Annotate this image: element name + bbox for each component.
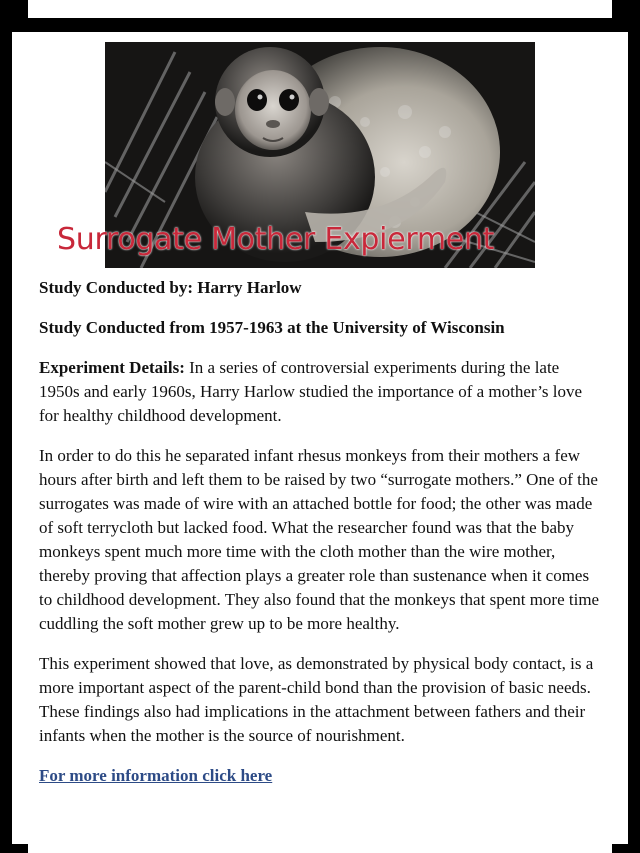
top-frame (0, 0, 640, 32)
paragraph-method: In order to do this he separated infant rhesus monkeys from their mothers a few hours after birth and left them to be raised by two “surrogate mothers.” One of the surrogates was made of wire with an attached bottle for food; the other was made of soft terrycloth but lacked food. What the researcher found was that the baby monkeys spent much more time with the cloth mother than the wire mother, thereby proving that affection plays a greater role than sustenance when it comes to childhood development. They also found that the monkeys that spent more time cuddling the soft mother grew up to be more healthy. (39, 446, 600, 633)
next-page-edge (28, 844, 612, 853)
study-author: Study Conducted by: Harry Harlow (39, 278, 302, 297)
hero-title: Surrogate Mother Expierment (57, 222, 495, 257)
details-label: Experiment Details: (39, 358, 185, 377)
experiment-details (39, 356, 604, 428)
paragraph-conclusion: This experiment showed that love, as demonstrated by physical body contact, is a more important aspect of the parent-child bond than the provision of basic needs. These findings also had implications in the attachment between fathers and their infants when the mother is the source of nourishment. (39, 654, 594, 745)
document-page (12, 32, 628, 844)
article-body (39, 276, 604, 788)
details-text: In a series of controversial experiments during the late 1950s and early 1960s, Harry Harlow studied the importance of a mother’s love for healthy childhood development. (39, 358, 583, 425)
bottom-frame (0, 844, 640, 853)
more-info-link[interactable]: For more information click here (39, 766, 273, 785)
previous-page-edge (28, 0, 612, 18)
study-dates: Study Conducted from 1957-1963 at the University of Wisconsin (39, 318, 505, 337)
